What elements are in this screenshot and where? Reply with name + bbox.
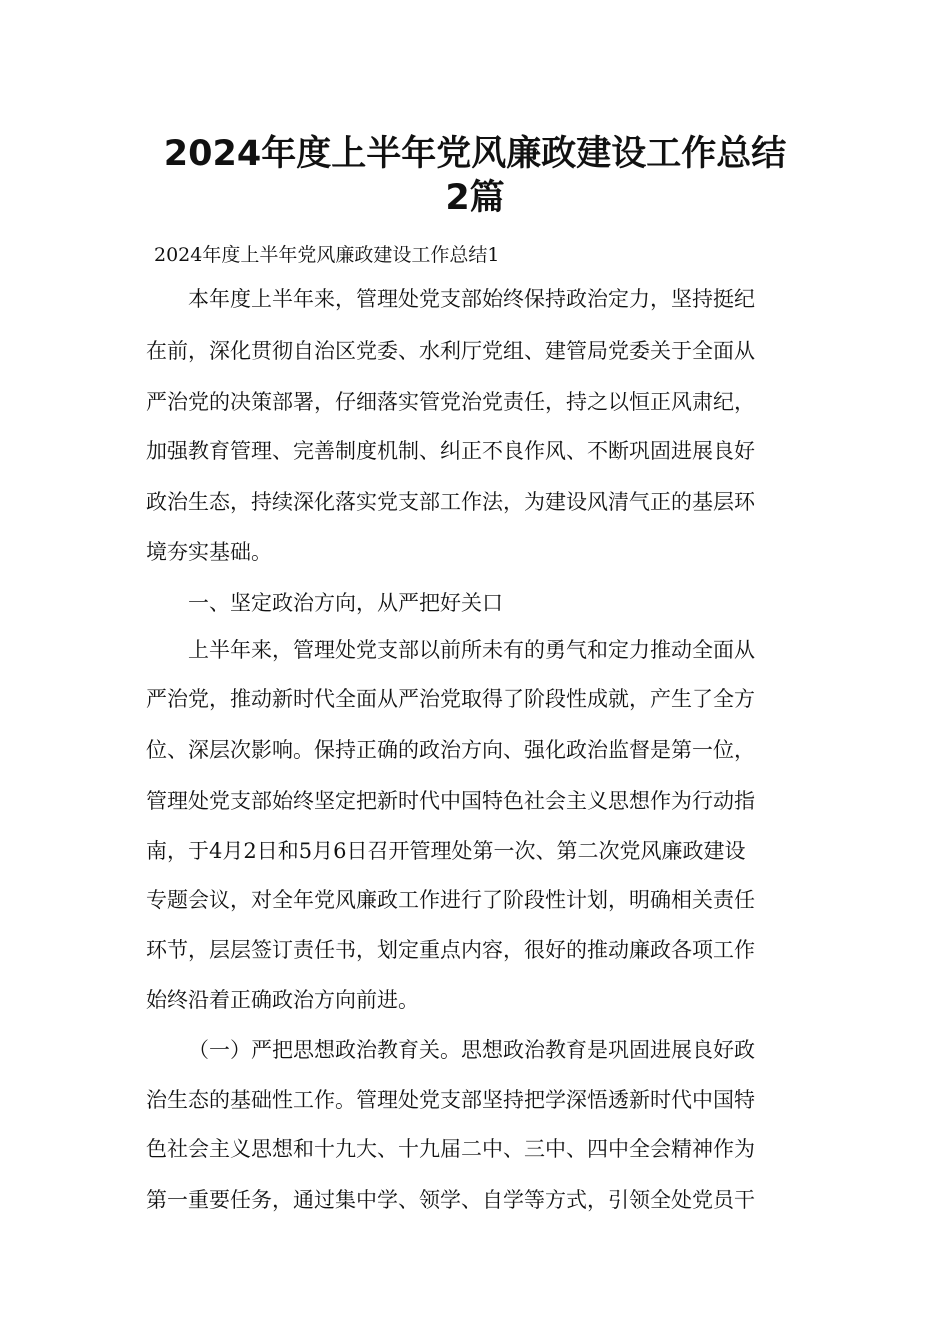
paragraph-line: 第一重要任务，通过集中学、领学、自学等方式，引领全处党员干: [146, 1188, 755, 1212]
paragraph-line: 南，于4月2日和5月6日召开管理处第一次、第二次党风廉政建设: [146, 839, 746, 863]
paragraph-line: 治生态的基础性工作。管理处党支部坚持把学深悟透新时代中国特: [146, 1088, 755, 1112]
document-subtitle: 2024年度上半年党风廉政建设工作总结1: [154, 244, 500, 266]
paragraph-line: 境夯实基础。: [146, 540, 272, 564]
paragraph-line: 严治党的决策部署，仔细落实管党治党责任，持之以恒正风肃纪，: [146, 390, 755, 414]
document-title-line-1: 2024年度上半年党风廉政建设工作总结: [163, 134, 787, 174]
paragraph-line: 加强教育管理、完善制度机制、纠正不良作风、不断巩固进展良好: [146, 439, 755, 463]
paragraph-line: 始终沿着正确政治方向前进。: [146, 988, 419, 1012]
paragraph-line: 本年度上半年来，管理处党支部始终保持政治定力，坚持挺纪: [188, 287, 755, 311]
paragraph-line: 环节，层层签订责任书，划定重点内容，很好的推动廉政各项工作: [146, 938, 755, 962]
paragraph-line: 政治生态，持续深化落实党支部工作法，为建设风清气正的基层环: [146, 490, 755, 514]
section-heading: 一、坚定政治方向，从严把好关口: [188, 591, 503, 615]
paragraph-line: （一）严把思想政治教育关。思想政治教育是巩固进展良好政: [188, 1038, 755, 1062]
paragraph-line: 在前，深化贯彻自治区党委、水利厅党组、建管局党委关于全面从: [146, 339, 755, 363]
paragraph-line: 位、深层次影响。保持正确的政治方向、强化政治监督是第一位，: [146, 738, 755, 762]
paragraph-line: 色社会主义思想和十九大、十九届二中、三中、四中全会精神作为: [146, 1137, 755, 1161]
paragraph-line: 严治党，推动新时代全面从严治党取得了阶段性成就，产生了全方: [146, 687, 755, 711]
document-title-line-2: 2篇: [445, 178, 505, 218]
paragraph-line: 管理处党支部始终坚定把新时代中国特色社会主义思想作为行动指: [146, 789, 755, 813]
paragraph-line: 上半年来，管理处党支部以前所未有的勇气和定力推动全面从: [188, 638, 755, 662]
paragraph-line: 专题会议，对全年党风廉政工作进行了阶段性计划，明确相关责任: [146, 888, 755, 912]
